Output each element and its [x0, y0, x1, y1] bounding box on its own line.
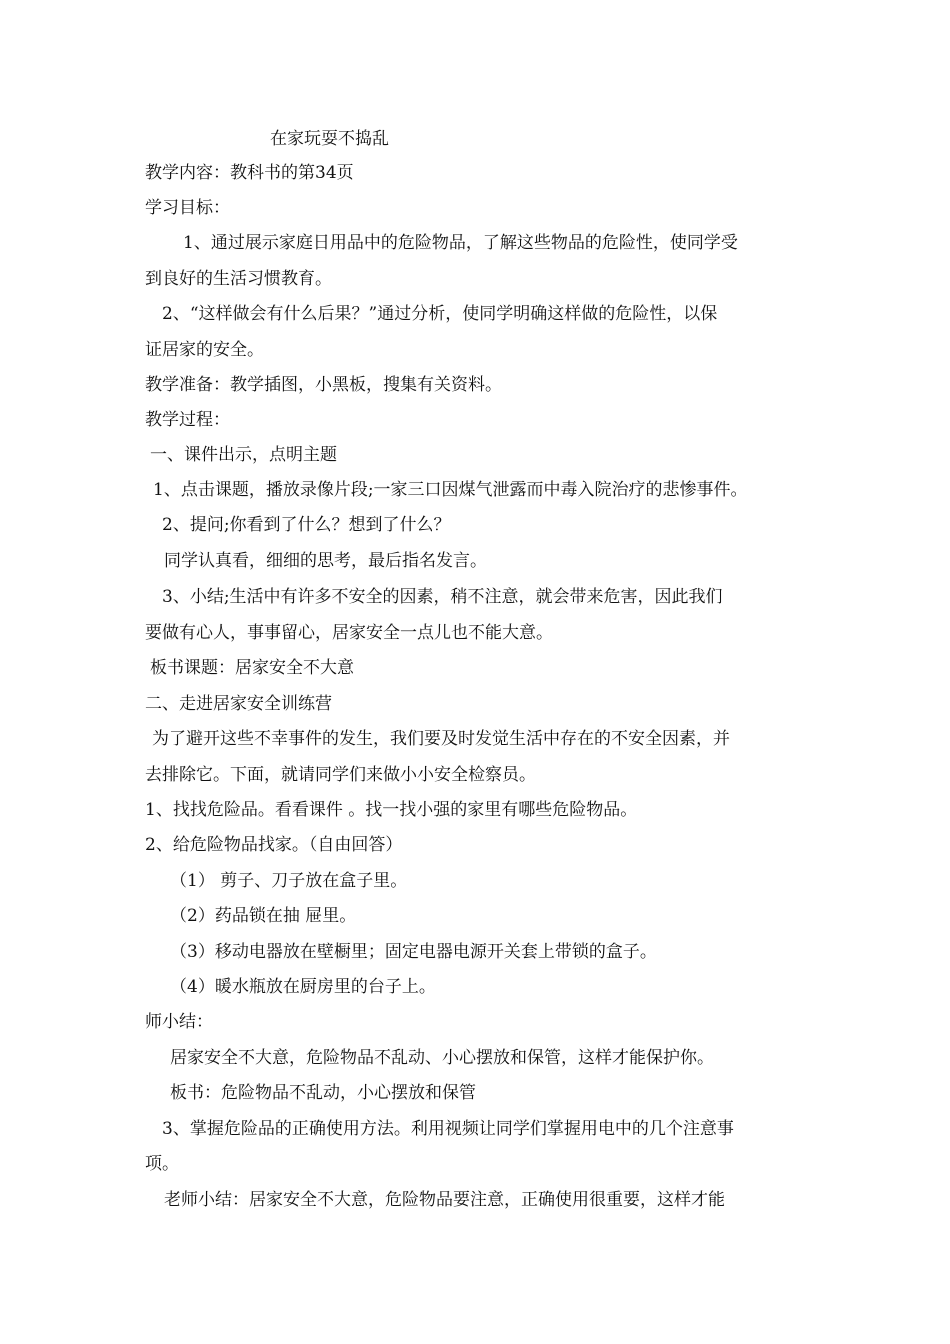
text-line: 1、通过展示家庭日用品中的危险物品，了解这些物品的危险性，使同学受: [183, 233, 738, 253]
text-line: 师小结：: [145, 1012, 213, 1032]
list-item: （1） 剪子、刀子放在盒子里。: [170, 871, 408, 891]
text-line: 去排除它。下面，就请同学们来做小小安全检察员。: [145, 765, 536, 785]
text-line: 为了避开这些不幸事件的发生，我们要及时发觉生活中存在的不安全因素，并: [152, 729, 730, 749]
text-line: 2、提问;你看到了什么？想到了什么？: [162, 515, 451, 535]
text-line: 2、“这样做会有什么后果？”通过分析，使同学明确这样做的危险性，以保: [162, 304, 718, 324]
list-item: （3）移动电器放在壁橱里；固定电器电源开关套上带锁的盒子。: [170, 942, 657, 962]
document-title: 在家玩耍不捣乱: [270, 129, 389, 149]
text-line: 教学过程：: [145, 410, 230, 430]
list-item: （2）药品锁在抽 屉里。: [170, 906, 357, 926]
section-heading: 一、课件出示，点明主题: [150, 445, 337, 465]
text-line: 1、找找危险品。看看课件 。找一找小强的家里有哪些危险物品。: [145, 800, 638, 820]
text-line: 要做有心人，事事留心，居家安全一点儿也不能大意。: [145, 623, 553, 643]
text-line: 居家安全不大意，危险物品不乱动、小心摆放和保管，这样才能保护你。: [170, 1048, 714, 1068]
text-line: 1、点击课题，播放录像片段;一家三口因煤气泄露而中毒入院治疗的悲惨事件。: [153, 480, 748, 500]
text-line: 3、掌握危险品的正确使用方法。利用视频让同学们掌握用电中的几个注意事: [162, 1119, 734, 1139]
text-line: 教学内容：教科书的第34页: [145, 163, 354, 183]
text-line: 板书课题：居家安全不大意: [150, 658, 354, 678]
text-line: 3、小结;生活中有许多不安全的因素，稍不注意，就会带来危害，因此我们: [162, 587, 723, 607]
text-line: 到良好的生活习惯教育。: [145, 269, 332, 289]
text-line: 项。: [145, 1154, 179, 1174]
list-item: （4）暖水瓶放在厨房里的台子上。: [170, 977, 436, 997]
text-line: 2、给危险物品找家。（自由回答）: [145, 835, 403, 855]
section-heading: 二、走进居家安全训练营: [145, 694, 332, 714]
text-line: 板书：危险物品不乱动，小心摆放和保管: [170, 1083, 476, 1103]
text-line: 教学准备：教学插图，小黑板，搜集有关资料。: [145, 375, 502, 395]
text-line: 学习目标：: [145, 198, 230, 218]
text-line: 同学认真看，细细的思考，最后指名发言。: [164, 551, 487, 571]
text-line: 证居家的安全。: [145, 340, 264, 360]
text-line: 老师小结：居家安全不大意，危险物品要注意，正确使用很重要，这样才能: [164, 1190, 725, 1210]
